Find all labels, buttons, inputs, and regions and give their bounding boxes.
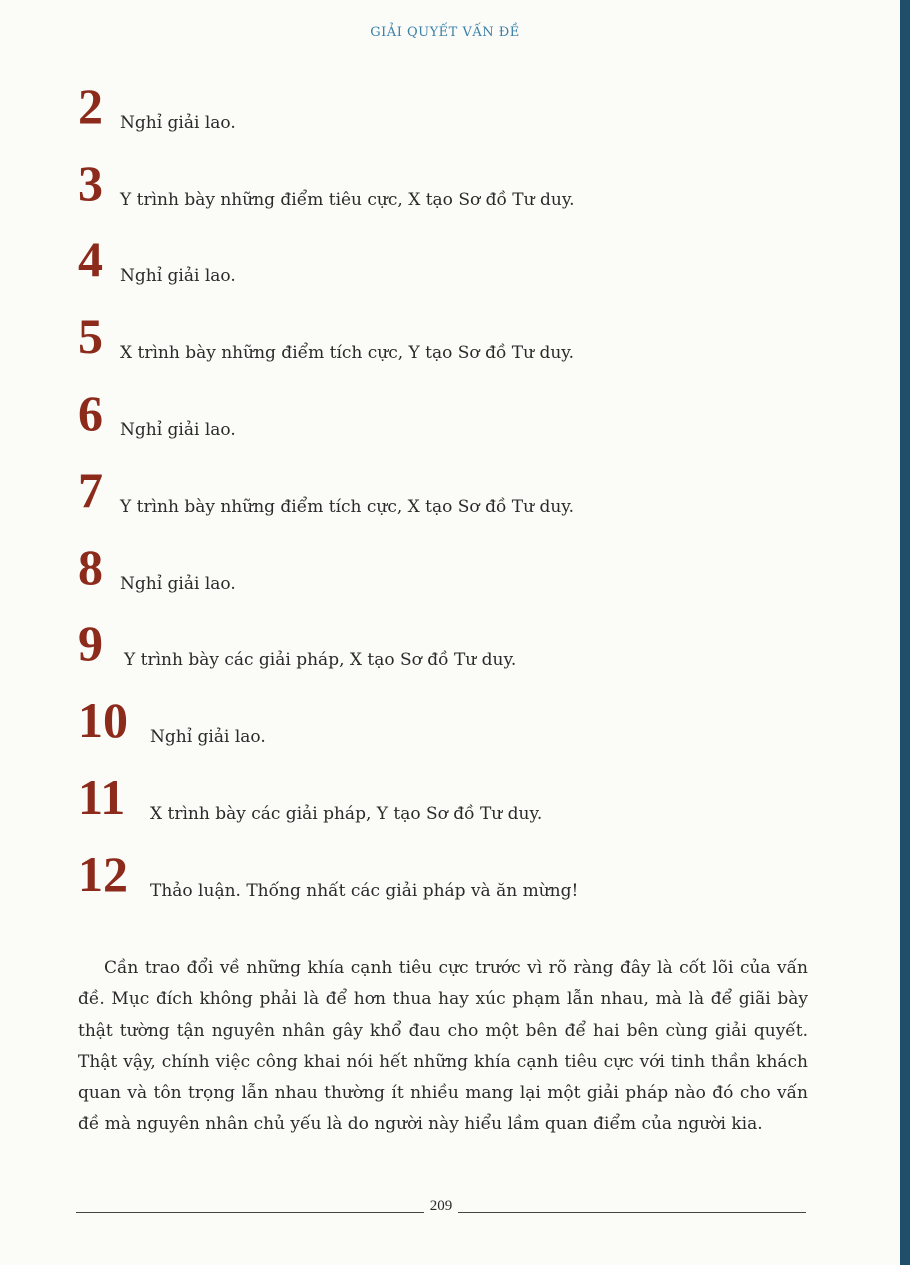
footer-rule-right xyxy=(458,1212,806,1213)
step-item xyxy=(78,76,838,153)
step-text: Y trình bày những điểm tích cực, X tạo Sơ đồ Tư duy. xyxy=(120,496,575,517)
step-text: X trình bày các giải pháp, Y tạo Sơ đồ Tư duy. xyxy=(150,803,543,824)
running-header: GIẢI QUYẾT VẤN ĐỀ xyxy=(370,25,520,40)
step-text: X trình bày những điểm tích cực, Y tạo Sơ đồ Tư duy. xyxy=(120,343,575,364)
step-number: 9 xyxy=(78,615,103,672)
step-text: Nghỉ giải lao. xyxy=(150,727,266,748)
step-number: 4 xyxy=(78,231,103,288)
step-number: 10 xyxy=(78,692,128,749)
footer-rule-left xyxy=(76,1212,424,1213)
step-item xyxy=(78,537,838,614)
step-text: Nghỉ giải lao. xyxy=(120,573,236,594)
step-number: 3 xyxy=(78,154,103,211)
step-number: 11 xyxy=(78,768,126,825)
page-number: 209 xyxy=(429,1198,453,1214)
page-footer xyxy=(76,1198,806,1218)
step-text: Y trình bày những điểm tiêu cực, X tạo Sơ đồ Tư duy. xyxy=(120,189,575,210)
step-number: 5 xyxy=(78,308,103,365)
page-edge xyxy=(900,0,910,1265)
step-text: Y trình bày các giải pháp, X tạo Sơ đồ Tư duy. xyxy=(124,650,517,671)
step-item xyxy=(78,230,838,307)
step-text: Nghỉ giải lao. xyxy=(120,112,236,133)
step-text: Nghỉ giải lao. xyxy=(120,266,236,287)
step-item xyxy=(78,460,838,537)
step-number: 12 xyxy=(78,845,128,902)
body-paragraph: Cần trao đổi về những khía cạnh tiêu cực trước vì rõ ràng đây là cốt lõi của vấn đề. Mục đích không phải là để hơn thua hay xúc phạm lẫn nhau, mà là để giãi bày thật tường tận nguyên nhân gây khổ đau cho một bên để hai bên cùng giải quyết. Thật vậy, chính việc công khai nói hết những khía cạnh tiêu cực với tinh thần khách quan và tôn trọng lẫn nhau thường ít nhiều mang lại một giải pháp nào đó cho vấn đề mà nguyên nhân chủ yếu là do người này hiểu lầm quan điểm của người kia. xyxy=(78,958,808,1135)
step-item xyxy=(78,614,838,691)
step-item xyxy=(78,306,838,383)
step-item xyxy=(78,153,838,230)
step-item xyxy=(78,690,838,767)
step-number: 7 xyxy=(78,461,103,518)
step-item xyxy=(78,844,838,921)
step-number: 8 xyxy=(78,538,103,595)
step-number: 2 xyxy=(78,77,103,134)
step-item xyxy=(78,383,838,460)
step-text: Thảo luận. Thống nhất các giải pháp và ăn mừng! xyxy=(150,880,579,901)
step-list xyxy=(78,76,838,921)
step-item xyxy=(78,767,838,844)
step-number: 6 xyxy=(78,384,103,441)
step-text: Nghỉ giải lao. xyxy=(120,419,236,440)
